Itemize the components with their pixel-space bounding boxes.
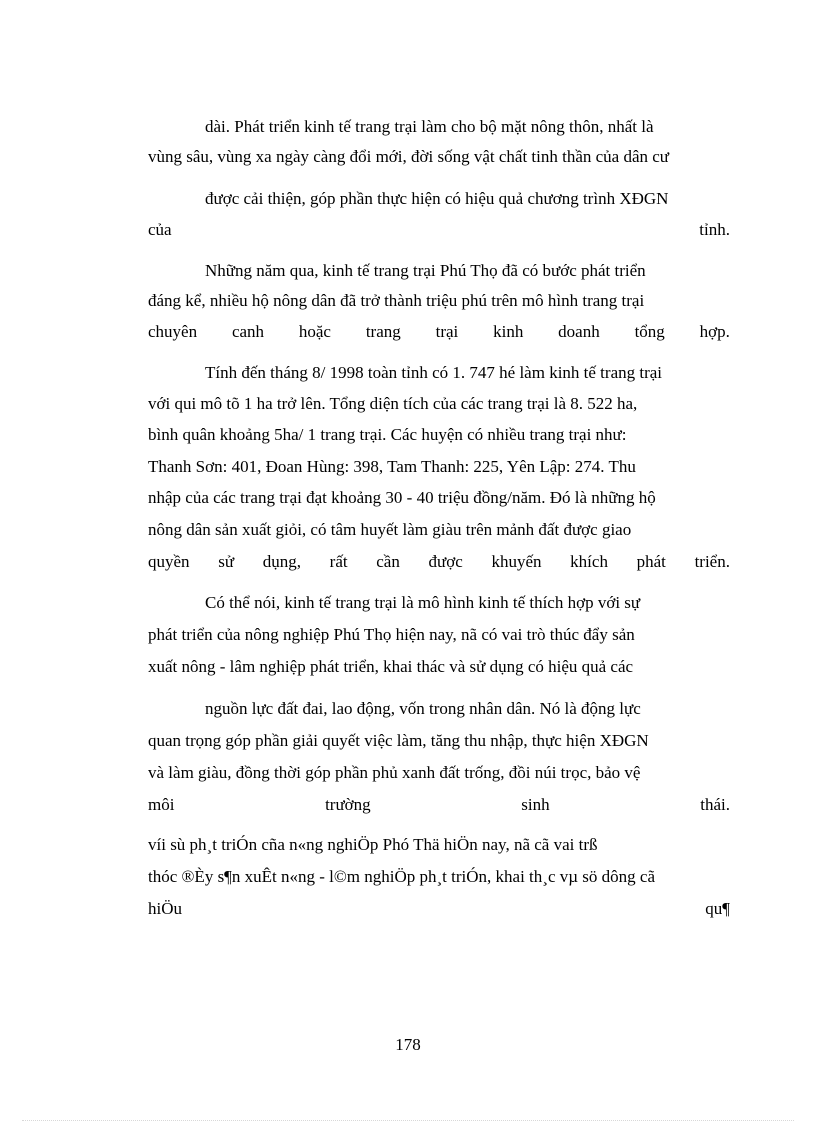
text-word: trại xyxy=(435,322,459,341)
text-word: của xyxy=(148,220,172,239)
text-word: hoặc xyxy=(298,322,331,341)
page-number: 178 xyxy=(395,1035,421,1054)
text-line: nông dân sản xuất giỏi, có tâm huyết làm giàu trên mảnh đất được giao xyxy=(148,520,632,539)
text-word: sử xyxy=(218,552,235,571)
text-line: và làm giàu, đồng thời góp phần phủ xanh đất trống, đồi núi trọc, bảo vệ xyxy=(148,763,641,782)
text-line: bình quân khoảng 5ha/ 1 trang trại. Các huyện có nhiều trang trại như: xyxy=(148,425,627,444)
text-line: xuất nông - lâm nghiệp phát triển, khai thác và sử dụng có hiệu quả các xyxy=(148,657,634,676)
text-line: nguồn lực đất đai, lao động, vốn trong nhân dân. Nó là động lực xyxy=(205,699,641,718)
text-word: hợp. xyxy=(699,322,730,341)
text-line: thóc ®Èy s¶n xuÊt n«ng - l©m nghiÖp ph¸t triÓn, khai th¸c vµ sö dông cã xyxy=(148,867,655,886)
text-line: Có thể nói, kinh tế trang trại là mô hình kinh tế thích hợp với sự xyxy=(205,593,641,612)
text-word: trang xyxy=(365,322,401,341)
text-word: canh xyxy=(231,322,265,341)
text-line: phát triển của nông nghiệp Phú Thọ hiện nay, nã có vai trò thúc đẩy sản xyxy=(148,625,635,644)
text-line xyxy=(148,794,730,816)
text-word: tổng xyxy=(634,322,665,341)
text-word: rất xyxy=(329,552,348,571)
text-line: quan trọng góp phần giải quyết việc làm, tăng thu nhập, thực hiện XĐGN xyxy=(148,731,649,750)
text-word: dụng, xyxy=(262,552,301,571)
text-line: vùng sâu, vùng xa ngày càng đổi mới, đời sống vật chất tinh thần của dân cư xyxy=(148,147,670,166)
text-word: sinh xyxy=(521,795,550,814)
text-line xyxy=(148,321,730,343)
text-line xyxy=(148,219,730,241)
text-word: triển. xyxy=(694,552,730,571)
text-line: dài. Phát triển kinh tế trang trại làm cho bộ mặt nông thôn, nhất là xyxy=(205,117,654,136)
text-word: chuyên xyxy=(148,322,198,341)
text-word: kinh xyxy=(493,322,524,341)
text-word: hiÖu xyxy=(148,899,182,918)
text-line: với qui mô tõ 1 ha trở lên. Tổng diện tích của các trang trại là 8. 522 ha, xyxy=(148,394,638,413)
text-word: trường xyxy=(325,795,371,814)
page-bottom-rule xyxy=(22,1120,794,1121)
text-word: khuyến xyxy=(491,552,542,571)
text-line xyxy=(148,551,730,573)
text-line: nhập của các trang trại đạt khoảng 30 - 40 triệu đồng/năm. Đó là những hộ xyxy=(148,488,656,507)
text-word: thái. xyxy=(700,795,730,814)
text-line xyxy=(148,898,730,920)
text-word: cần xyxy=(376,552,400,571)
text-word: môi xyxy=(148,795,175,814)
text-word: khích xyxy=(570,552,608,571)
text-line: được cải thiện, góp phần thực hiện có hiệu quả chương trình XĐGN xyxy=(205,189,669,208)
text-word: quyền xyxy=(148,552,190,571)
text-word: doanh xyxy=(558,322,600,341)
text-line: đáng kể, nhiều hộ nông dân đã trở thành triệu phú trên mô hình trang trại xyxy=(148,291,645,310)
text-line: Tính đến tháng 8/ 1998 toàn tỉnh có 1. 747 hé làm kinh tế trang trại xyxy=(205,363,663,382)
text-line: víi sù ph¸t triÓn cña n«ng nghiÖp Phó Thä hiÖn nay, nã cã vai trß xyxy=(148,835,598,854)
text-word: được xyxy=(428,552,463,571)
text-line: Thanh Sơn: 401, Đoan Hùng: 398, Tam Thanh: 225, Yên Lập: 274. Thu xyxy=(148,457,636,476)
text-word: tỉnh. xyxy=(699,220,730,239)
text-word: qu¶ xyxy=(705,899,730,918)
text-word: phát xyxy=(636,552,666,571)
text-line: Những năm qua, kinh tế trang trại Phú Thọ đã có bước phát triển xyxy=(205,261,646,280)
